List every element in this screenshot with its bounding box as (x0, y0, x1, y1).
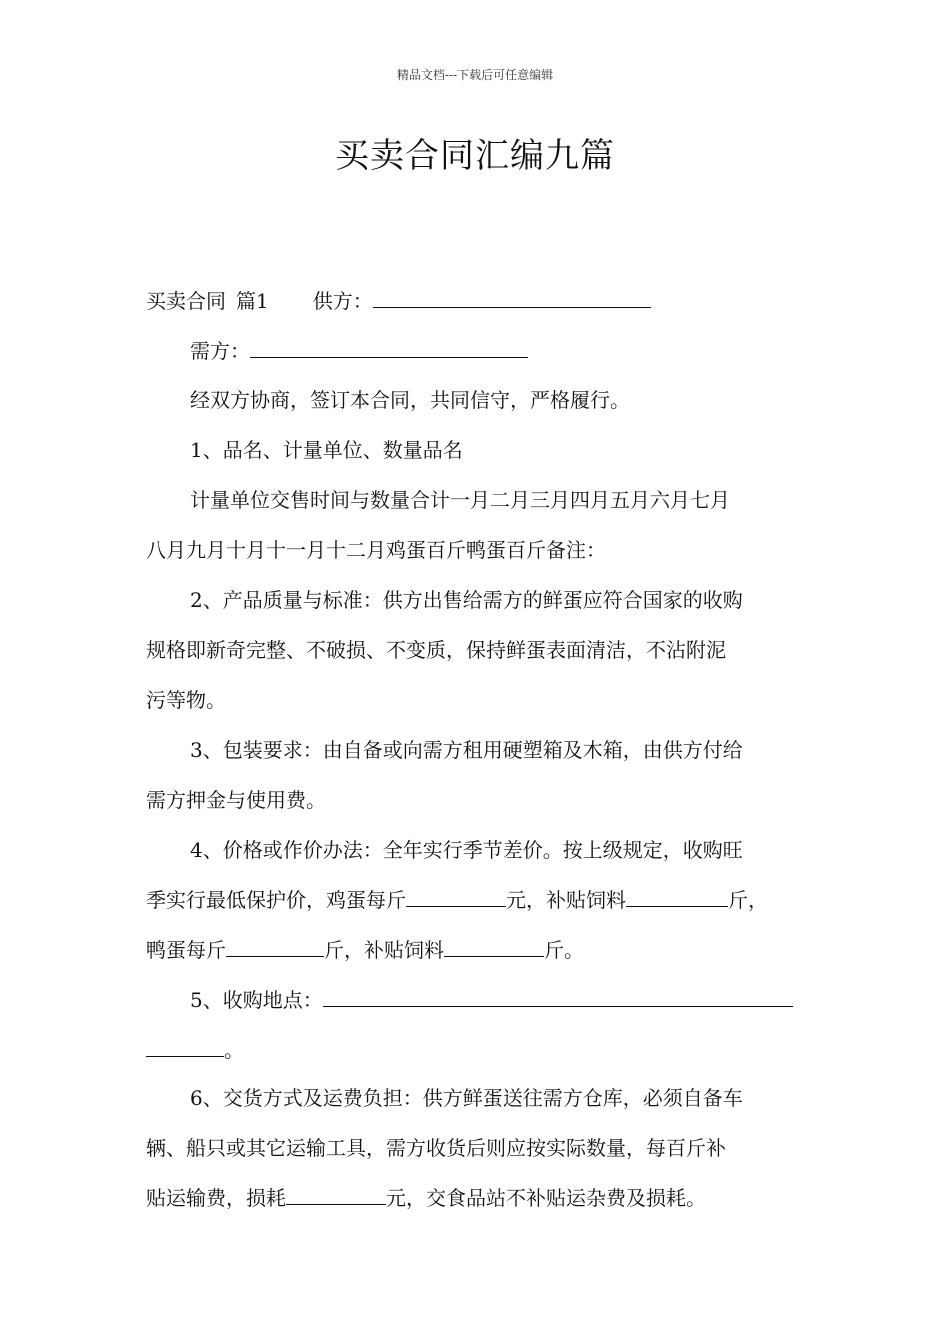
item5-label: 5、收购地点： (190, 988, 323, 1012)
item2-line3: 污等物。 (146, 688, 226, 712)
egg-price-blank (406, 886, 506, 907)
document-title: 买卖合同汇编九篇 (335, 136, 615, 176)
contract-heading-line (146, 287, 651, 315)
duck-egg-price-blank (226, 936, 324, 957)
item3-line1: 3、包装要求：由自备或向需方租用硬塑箱及木箱，由供方付给 (190, 738, 743, 762)
item6-line3-text-a: 贴运输费，损耗 (146, 1186, 286, 1210)
item6-line3-text-b: 元，交食品站不补贴运杂费及损耗。 (386, 1186, 706, 1210)
supplier-blank (373, 287, 651, 308)
item4-line1: 4、价格或作价办法：全年实行季节差价。按上级规定，收购旺 (190, 838, 743, 862)
item1-heading: 1、品名、计量单位、数量品名 (190, 438, 463, 462)
item4-line3-text-a: 鸭蛋每斤 (146, 938, 226, 962)
item5-end: 。 (224, 1038, 244, 1062)
purchase-location-blank-cont (146, 1036, 224, 1057)
item3-line2: 需方押金与使用费。 (146, 788, 326, 812)
contract-name: 买卖合同 (146, 289, 226, 313)
buyer-label: 需方： (190, 339, 250, 363)
item6-line3 (146, 1184, 706, 1212)
header-note: 精品文档---下载后可任意编辑 (396, 68, 554, 82)
loss-blank (286, 1184, 386, 1205)
item4-line2-text-a: 季实行最低保护价，鸡蛋每斤 (146, 888, 406, 912)
item1-line1: 计量单位交售时间与数量合计一月二月三月四月五月六月七月 (190, 488, 730, 512)
buyer-line (190, 337, 528, 365)
item2-line2: 规格即新奇完整、不破损、不变质，保持鲜蛋表面清洁，不沾附泥 (146, 638, 726, 662)
item4-line2-text-c: 斤， (728, 888, 768, 912)
item6-line2: 辆、船只或其它运输工具，需方收货后则应按实际数量，每百斤补 (146, 1136, 726, 1160)
item2-line1: 2、产品质量与标准：供方出售给需方的鲜蛋应符合国家的收购 (190, 588, 743, 612)
item4-line3 (146, 936, 584, 964)
feed-subsidy-blank (626, 886, 728, 907)
contract-section: 篇1 (236, 289, 269, 313)
purchase-location-blank (323, 986, 793, 1007)
intro-paragraph: 经双方协商，签订本合同，共同信守，严格履行。 (190, 388, 630, 412)
duck-feed-subsidy-blank (444, 936, 544, 957)
buyer-blank (250, 337, 528, 358)
item4-line2 (146, 886, 768, 914)
item1-line2: 八月九月十月十一月十二月鸡蛋百斤鸭蛋百斤备注： (146, 538, 606, 562)
item4-line2-text-b: 元，补贴饲料 (506, 888, 626, 912)
item4-line3-text-b: 斤，补贴饲料 (324, 938, 444, 962)
item5-line2 (146, 1036, 244, 1064)
item6-line1: 6、交货方式及运费负担：供方鲜蛋送往需方仓库，必须自备车 (190, 1086, 743, 1110)
supplier-label: 供方： (312, 289, 373, 313)
item5-line1 (190, 986, 793, 1014)
item4-line3-text-c: 斤。 (544, 938, 584, 962)
